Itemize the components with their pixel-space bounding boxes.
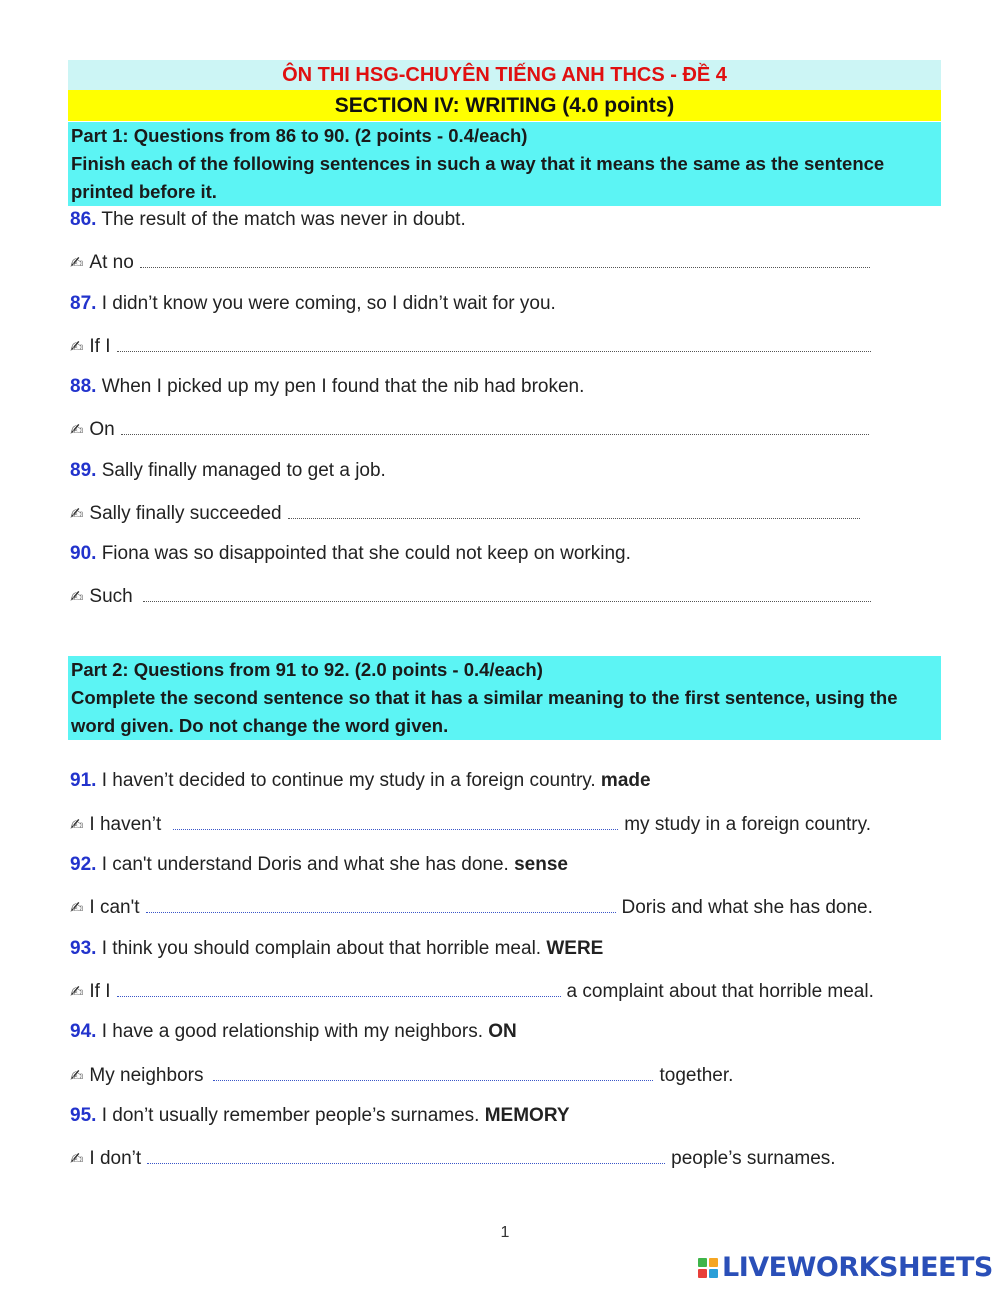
page-number: 1 <box>500 1224 510 1241</box>
question-number: 92. <box>70 854 97 875</box>
question-text: The result of the match was never in doubt. <box>101 209 466 230</box>
answer-input-90[interactable] <box>143 583 871 602</box>
question-88 <box>70 374 584 400</box>
answer-ending: people’s surnames. <box>671 1148 836 1169</box>
answer-row-95 <box>70 1145 836 1173</box>
question-91 <box>70 768 651 794</box>
answer-ending: a complaint about that horrible meal. <box>566 981 874 1002</box>
answer-input-95[interactable] <box>147 1145 665 1164</box>
writing-hand-icon: ✍ <box>70 339 84 356</box>
part1-instructions <box>68 122 941 206</box>
answer-prompt: I don’t <box>89 1148 142 1169</box>
answer-prompt: Sally finally succeeded <box>89 503 282 524</box>
question-93 <box>70 936 603 962</box>
writing-hand-icon: ✍ <box>70 255 84 272</box>
question-number: 87. <box>70 293 97 314</box>
answer-row-88 <box>70 416 875 444</box>
question-92 <box>70 852 568 878</box>
question-text: I haven’t decided to continue my study in a foreign country. <box>101 770 596 791</box>
answer-row-94 <box>70 1062 733 1090</box>
answer-row-91 <box>70 811 871 839</box>
part2-instructions <box>68 656 941 740</box>
question-text: Sally finally managed to get a job. <box>101 460 386 481</box>
answer-prompt: At no <box>89 252 134 273</box>
question-94 <box>70 1019 517 1045</box>
question-number: 86. <box>70 209 97 230</box>
answer-ending: Doris and what she has done. <box>621 897 873 918</box>
writing-hand-icon: ✍ <box>70 506 84 523</box>
writing-hand-icon: ✍ <box>70 1151 84 1168</box>
writing-hand-icon: ✍ <box>70 589 84 606</box>
answer-prompt: If I <box>89 981 111 1002</box>
part1-heading: Part 1: Questions from 86 to 90. (2 points - 0.4/each) <box>71 125 528 146</box>
writing-hand-icon: ✍ <box>70 422 84 439</box>
question-86 <box>70 207 466 233</box>
answer-row-87 <box>70 333 877 361</box>
answer-input-89[interactable] <box>288 500 860 519</box>
answer-ending: together. <box>659 1065 734 1086</box>
logo-text: LIVEWORKSHEETS <box>722 1252 993 1283</box>
question-text: I think you should complain about that horrible meal. <box>101 938 542 959</box>
question-text: I don’t usually remember people’s surnames. <box>101 1105 480 1126</box>
section-title: SECTION IV: WRITING (4.0 points) <box>68 90 941 121</box>
question-number: 90. <box>70 543 97 564</box>
answer-input-86[interactable] <box>140 249 870 268</box>
writing-hand-icon: ✍ <box>70 1068 84 1085</box>
answer-prompt: I haven’t <box>89 814 162 835</box>
answer-row-86 <box>70 249 876 277</box>
part1-instruction: Finish each of the following sentences in such a way that it means the same as the sentence printed before it. <box>71 153 885 202</box>
question-number: 95. <box>70 1105 97 1126</box>
question-text: I didn’t know you were coming, so I didn’t wait for you. <box>101 293 556 314</box>
answer-input-88[interactable] <box>121 416 869 435</box>
writing-hand-icon: ✍ <box>70 984 84 1001</box>
question-number: 88. <box>70 376 97 397</box>
question-text: Fiona was so disappointed that she could not keep on working. <box>101 543 631 564</box>
answer-row-89 <box>70 500 866 528</box>
part2-heading: Part 2: Questions from 91 to 92. (2.0 points - 0.4/each) <box>71 659 543 680</box>
answer-prompt: Such <box>89 586 133 607</box>
answer-input-87[interactable] <box>117 333 871 352</box>
answer-row-90 <box>70 583 877 611</box>
question-text: When I picked up my pen I found that the nib had broken. <box>101 376 585 397</box>
key-word: sense <box>514 854 568 875</box>
answer-ending: my study in a foreign country. <box>624 814 871 835</box>
question-87 <box>70 291 556 317</box>
answer-input-91[interactable] <box>173 811 618 830</box>
question-number: 94. <box>70 1021 97 1042</box>
answer-prompt: On <box>89 419 115 440</box>
key-word: made <box>600 770 651 791</box>
key-word: WERE <box>546 938 604 959</box>
worksheet-title: ÔN THI HSG-CHUYÊN TIẾNG ANH THCS - ĐỀ 4 <box>68 60 941 90</box>
answer-prompt: I can't <box>89 897 140 918</box>
question-text: I have a good relationship with my neighbors. <box>101 1021 483 1042</box>
question-number: 89. <box>70 460 97 481</box>
question-text: I can't understand Doris and what she has done. <box>101 854 509 875</box>
answer-row-92 <box>70 894 873 922</box>
writing-hand-icon: ✍ <box>70 817 84 834</box>
question-89 <box>70 458 386 484</box>
question-number: 93. <box>70 938 97 959</box>
key-word: MEMORY <box>484 1105 570 1126</box>
answer-prompt: My neighbors <box>89 1065 204 1086</box>
answer-input-94[interactable] <box>213 1062 653 1081</box>
part2-instruction: Complete the second sentence so that it has a similar meaning to the first sentence, using the word given. Do not change the word given. <box>71 687 898 736</box>
answer-input-92[interactable] <box>146 894 616 913</box>
question-90 <box>70 541 631 567</box>
writing-hand-icon: ✍ <box>70 900 84 917</box>
answer-input-93[interactable] <box>117 978 561 997</box>
answer-row-93 <box>70 978 874 1006</box>
liveworksheets-logo[interactable] <box>698 1252 993 1283</box>
question-95 <box>70 1103 570 1129</box>
answer-prompt: If I <box>89 336 111 357</box>
question-number: 91. <box>70 770 97 791</box>
key-word: ON <box>488 1021 517 1042</box>
logo-badge-icon <box>698 1258 718 1278</box>
